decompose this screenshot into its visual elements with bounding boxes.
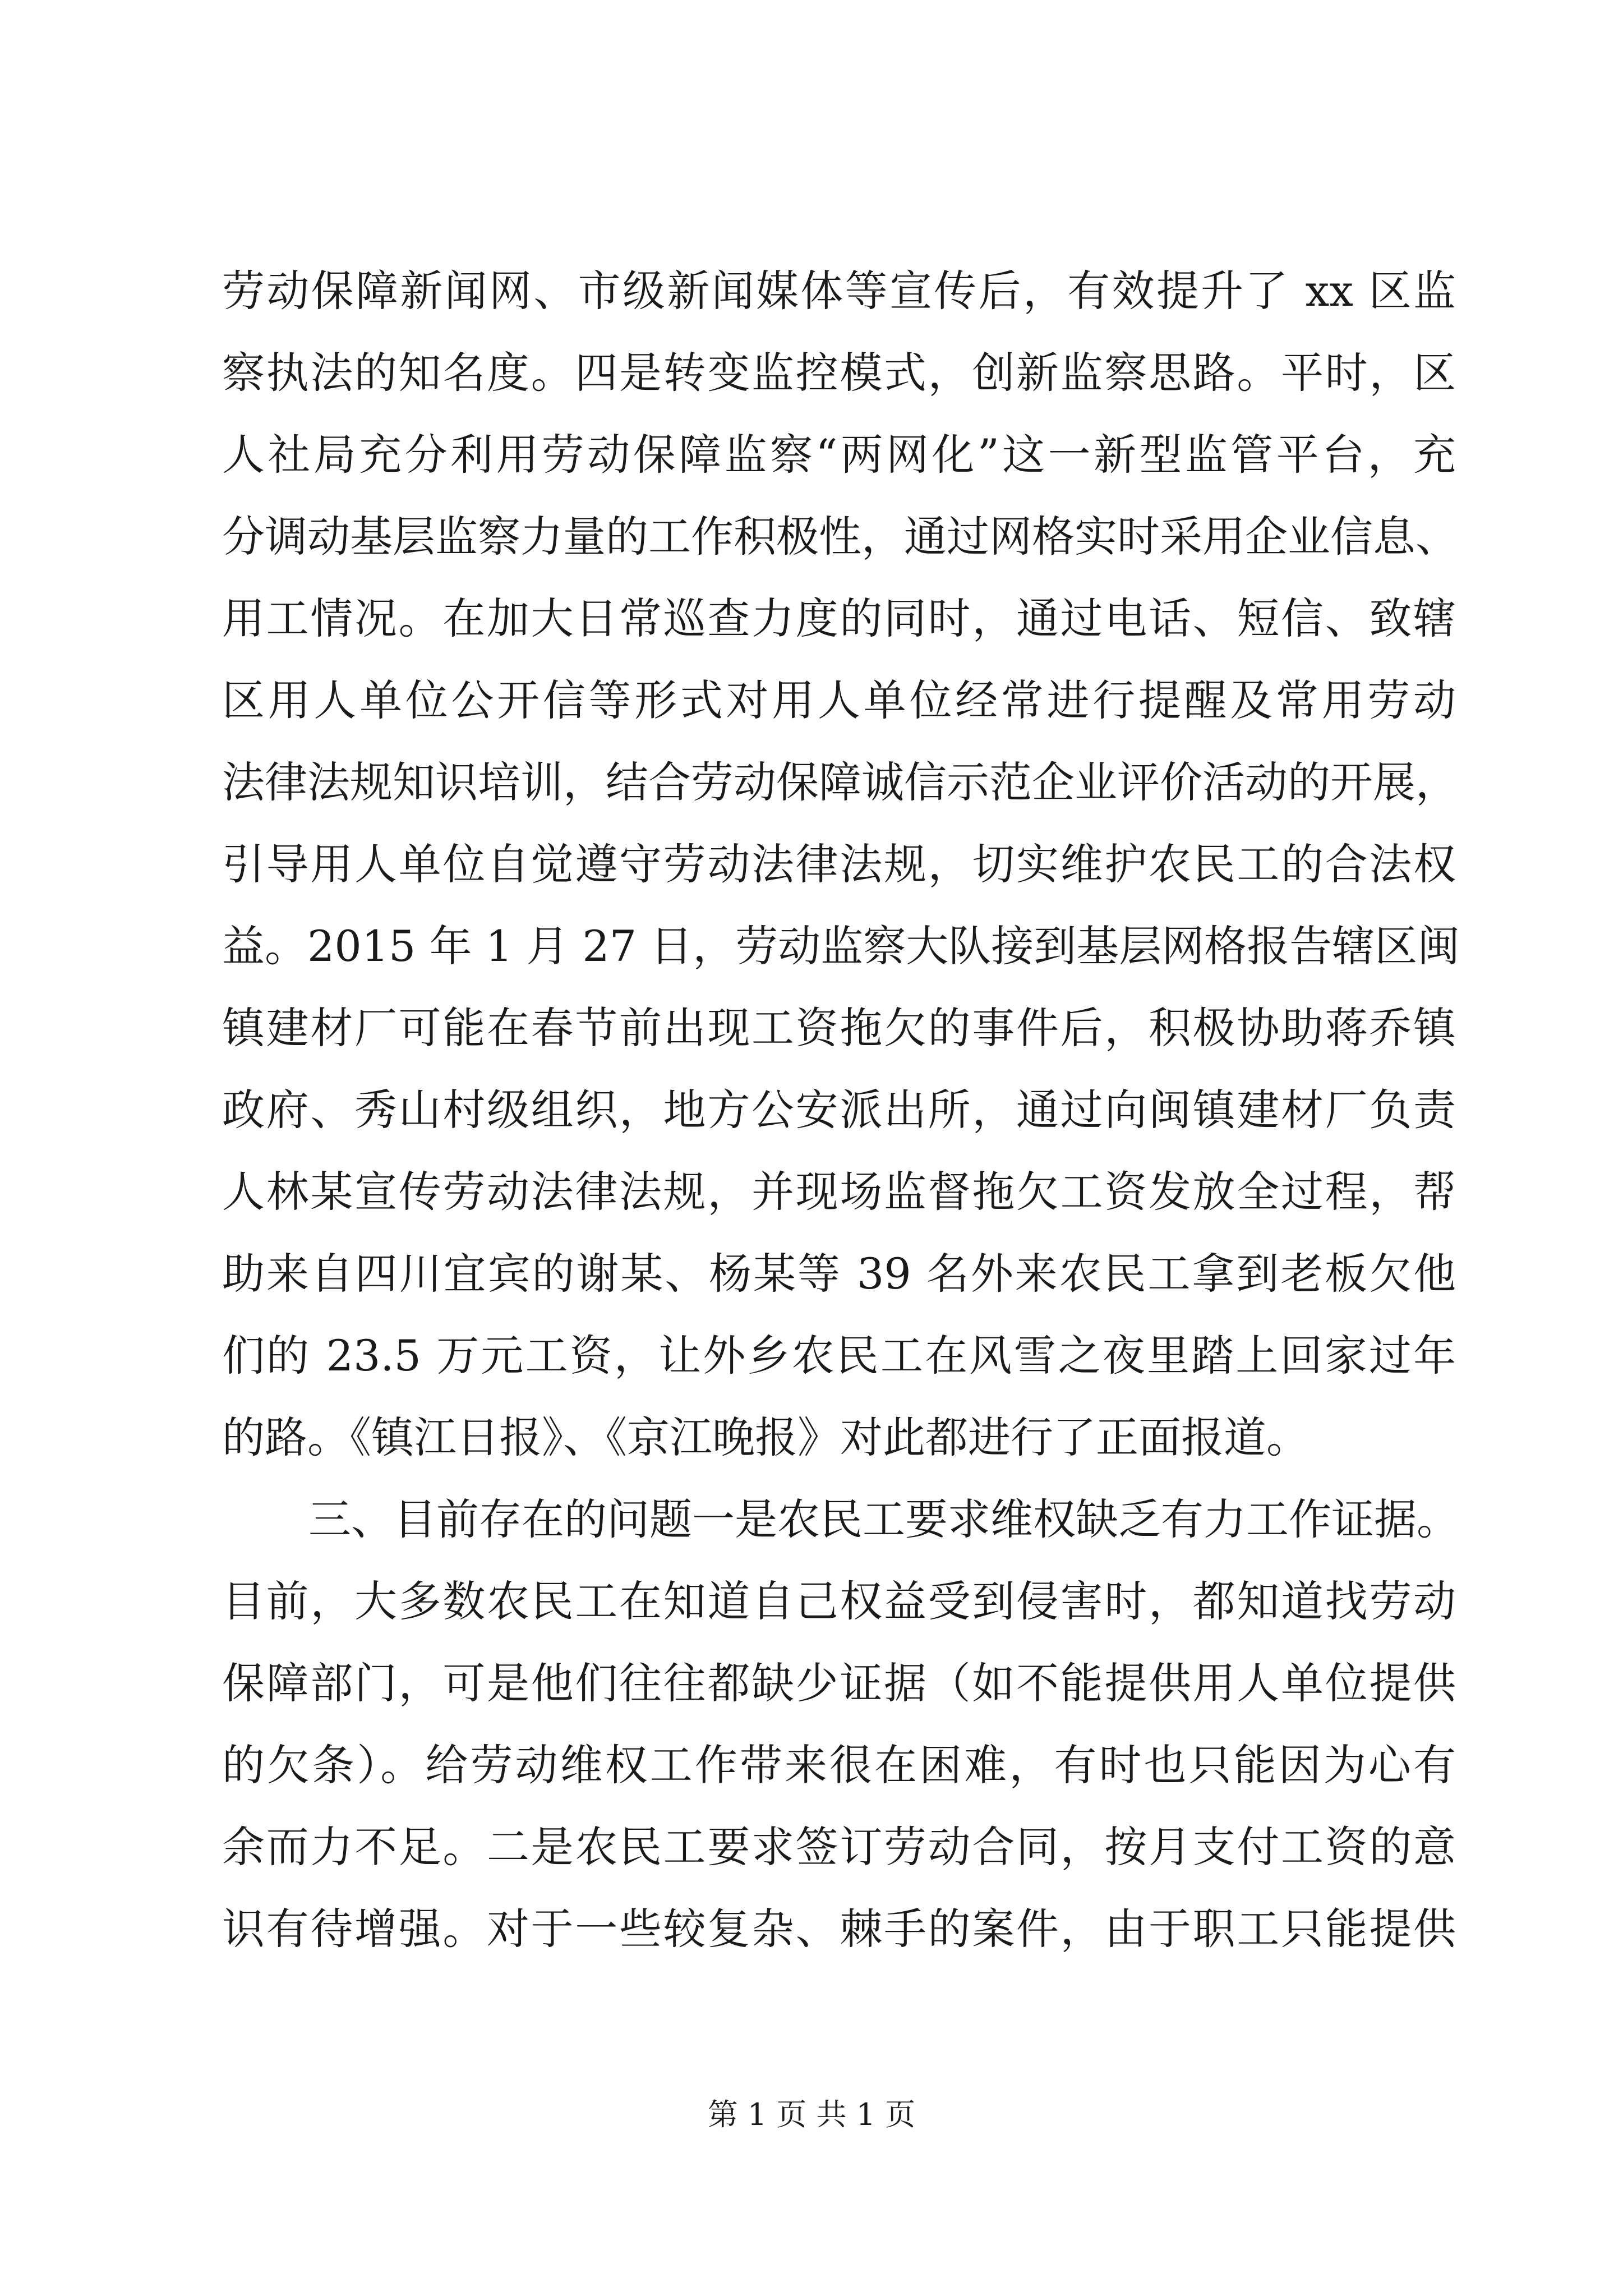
text-line: 余而力不足。二是农民工要求签订劳动合同，按月支付工资的意 [222, 1822, 1456, 1872]
text-line: 用工情况。在加大日常巡查力度的同时，通过电话、短信、致辖 [222, 593, 1456, 643]
text-line: 人林某宣传劳动法律法规，并现场监督拖欠工资发放全过程，帮 [222, 1167, 1456, 1217]
text-line: 法律法规知识培训，结合劳动保障诚信示范企业评价活动的开展， [222, 757, 1458, 807]
text-line: 引导用人单位自觉遵守劳动法律法规，切实维护农民工的合法权 [222, 839, 1456, 889]
text-line: 们的 23.5 万元工资，让外乡农民工在风雪之夜里踏上回家过年 [222, 1331, 1456, 1381]
text-line: 区用人单位公开信等形式对用人单位经常进行提醒及常用劳动 [222, 675, 1456, 725]
text-line: 识有待增强。对于一些较复杂、棘手的案件，由于职工只能提供 [222, 1904, 1456, 1954]
text-line: 政府、秀山村级组织，地方公安派出所，通过向闽镇建材厂负责 [222, 1085, 1456, 1135]
text-line: 保障部门，可是他们往往都缺少证据（如不能提供用人单位提供 [222, 1658, 1456, 1708]
text-line: 三、目前存在的问题一是农民工要求维权缺乏有力工作证据。 [308, 1494, 1459, 1544]
text-line: 助来自四川宜宾的谢某、杨某等 39 名外来农民工拿到老板欠他 [222, 1249, 1456, 1299]
text-line: 分调动基层监察力量的工作积极性，通过网格实时采用企业信息、 [222, 512, 1458, 562]
page-footer: 第 1 页 共 1 页 [707, 2097, 916, 2132]
text-line: 劳动保障新闻网、市级新闻媒体等宣传后，有效提升了 xx 区监 [222, 266, 1456, 316]
text-line: 人社局充分利用劳动保障监察“两网化”这一新型监管平台，充 [222, 430, 1456, 480]
text-line: 益。2015 年 1 月 27 日，劳动监察大队接到基层网格报告辖区闽 [222, 921, 1460, 971]
document-body [222, 250, 1460, 1970]
text-line: 的欠条）。给劳动维权工作带来很在困难，有时也只能因为心有 [222, 1740, 1456, 1790]
text-line: 镇建材厂可能在春节前出现工资拖欠的事件后，积极协助蒋乔镇 [222, 1003, 1456, 1053]
text-line: 目前，大多数农民工在知道自己权益受到侵害时，都知道找劳动 [222, 1576, 1456, 1626]
text-line: 察执法的知名度。四是转变监控模式，创新监察思路。平时，区 [222, 348, 1456, 398]
text-line: 的路。《镇江日报》、《京江晚报》对此都进行了正面报道。 [222, 1412, 1309, 1462]
